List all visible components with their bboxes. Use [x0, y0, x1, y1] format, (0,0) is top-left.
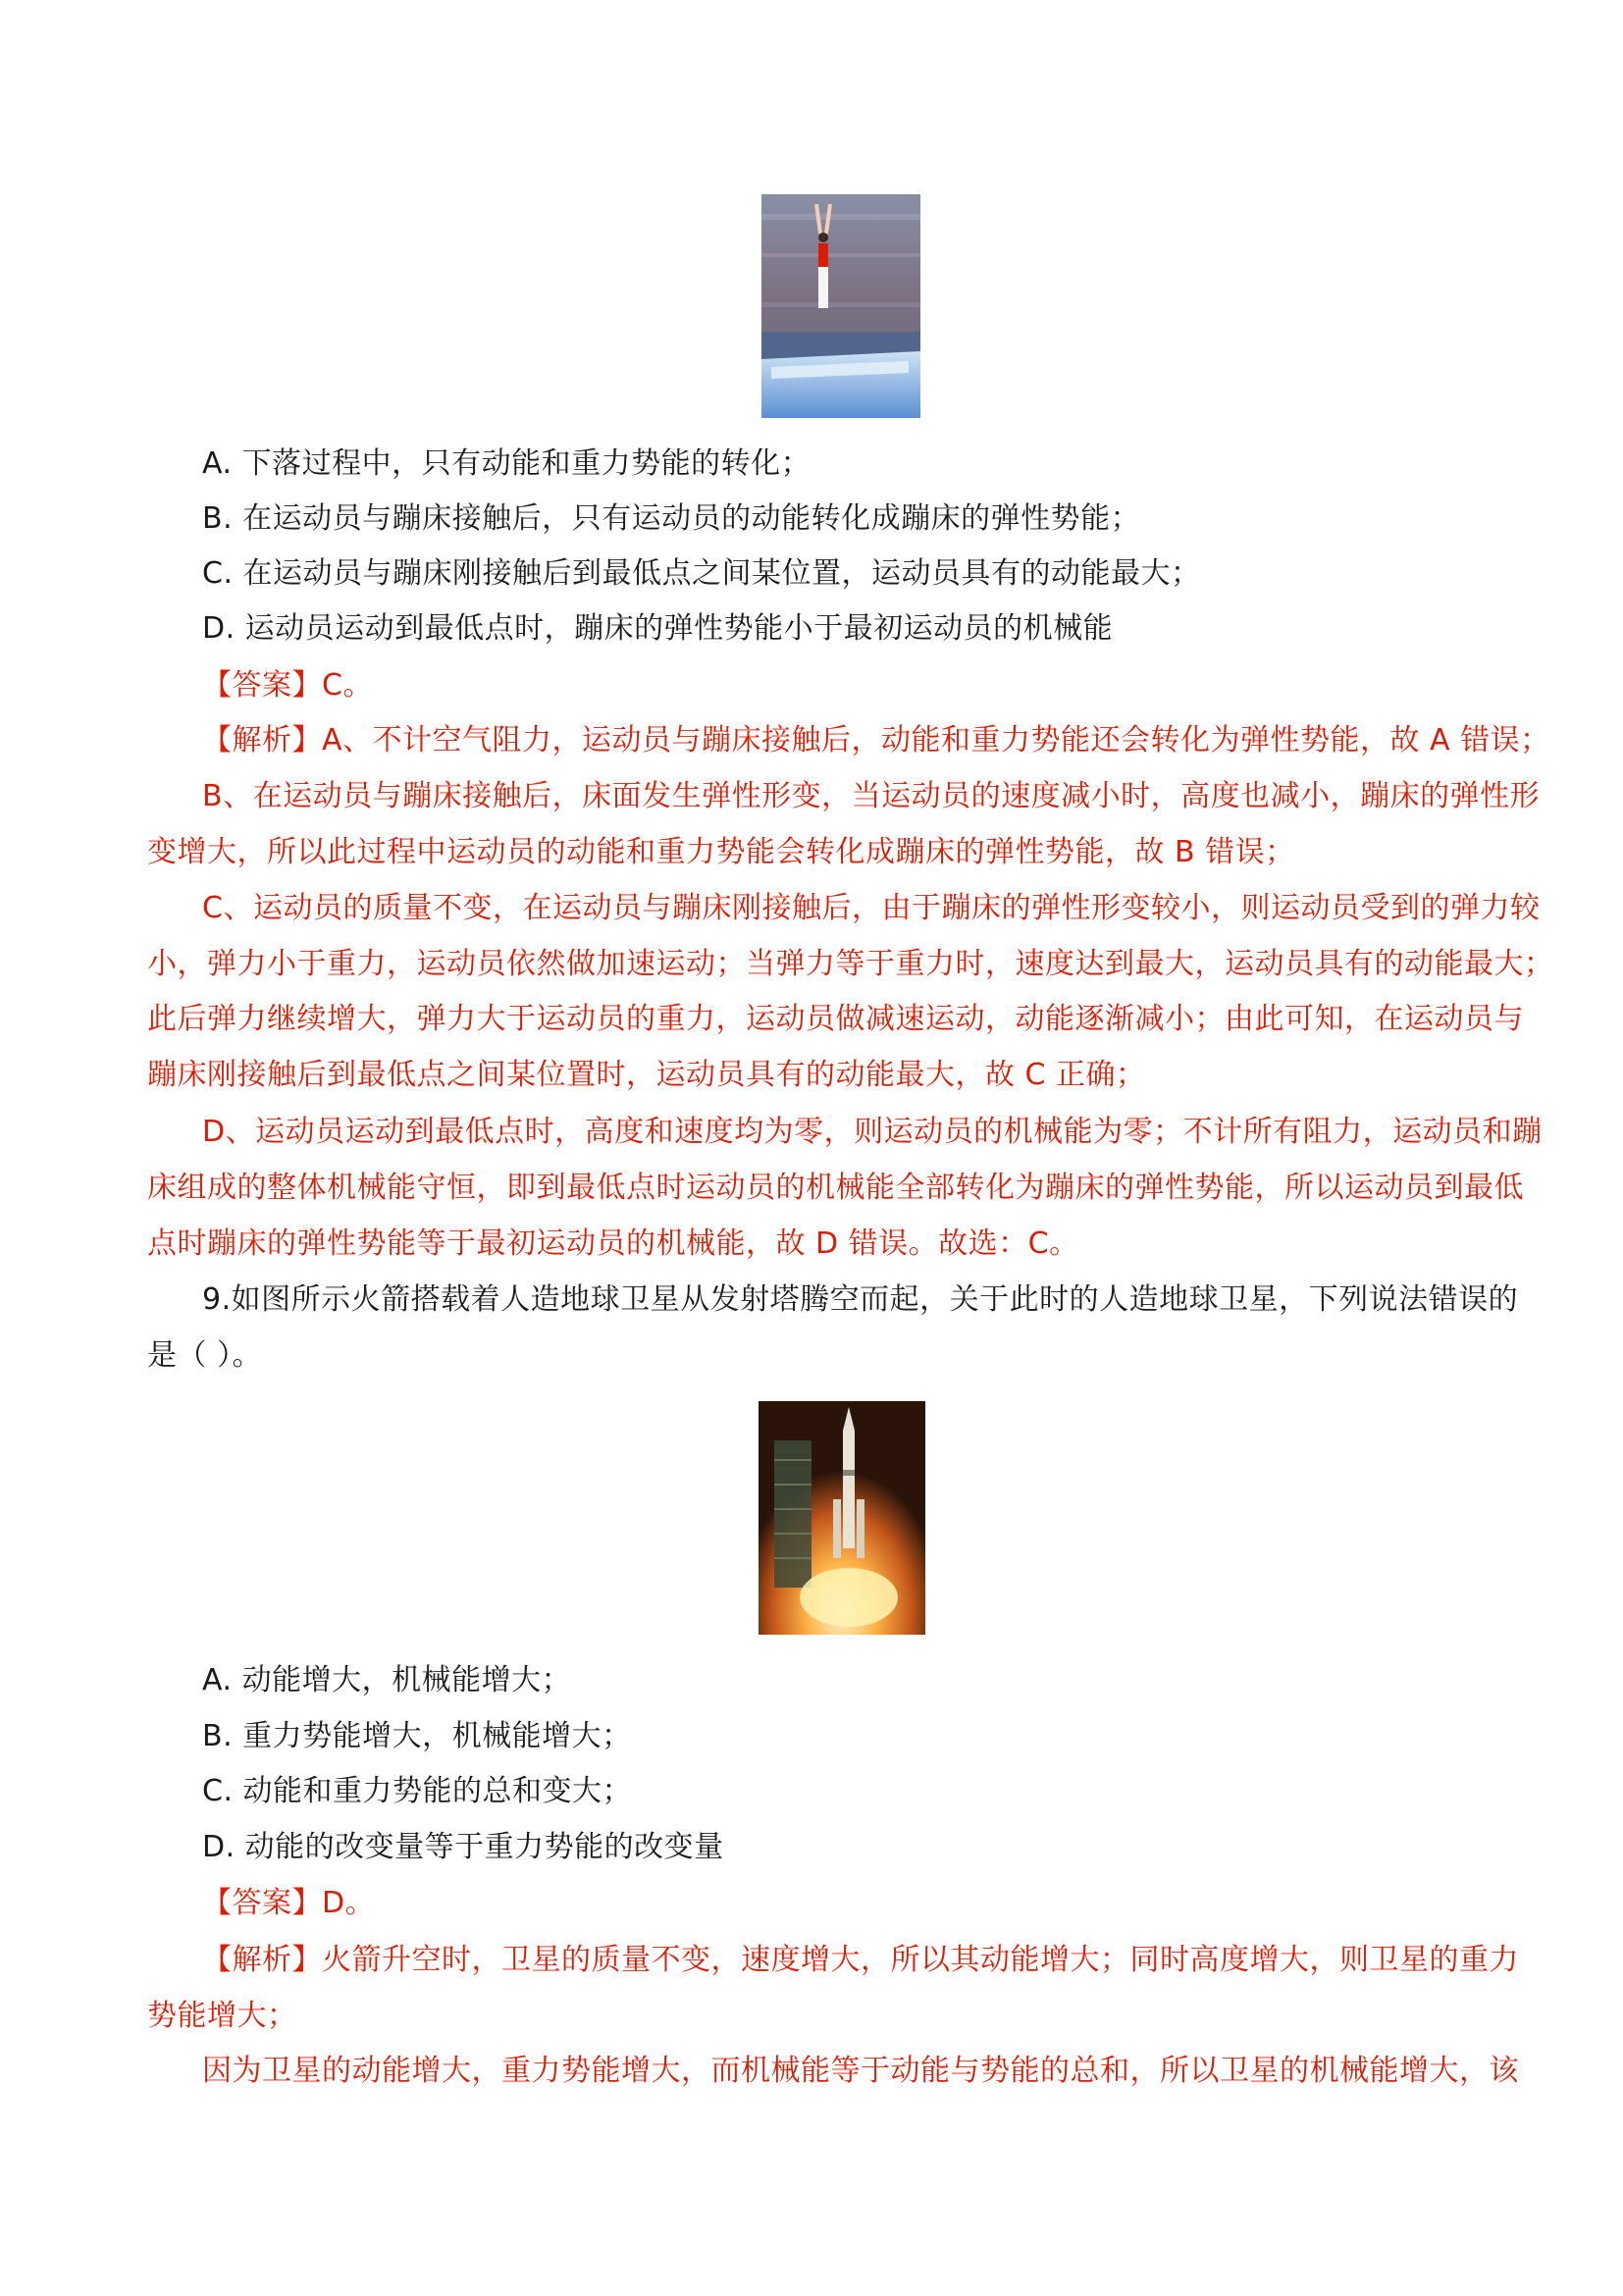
q8-analysis-line: C、运动员的质量不变，在运动员与蹦床刚接触后，由于蹦床的弹性形变较小，则运动员受到的弹力较 — [202, 891, 1541, 925]
q8-analysis-line: 【解析】A、不计空气阻力，运动员与蹦床接触后，动能和重力势能还会转化为弹性势能，故 A 错误； — [202, 723, 1550, 757]
q9-analysis-line: 势能增大； — [147, 1999, 297, 2033]
q8-analysis-line: 床组成的整体机械能守恒，即到最低点时运动员的机械能全部转化为蹦床的弹性势能，所以运动员到最低 — [147, 1171, 1524, 1205]
q9-option-c: C. 动能和重力势能的总和变大； — [202, 1774, 633, 1808]
q9-question: 9.如图所示火箭搭载着人造地球卫星从发射塔腾空而起，关于此时的人造地球卫星，下列说法错误的 — [202, 1282, 1519, 1317]
trampoline-photo — [761, 194, 920, 418]
q8-analysis-line: 此后弹力继续增大，弹力大于运动员的重力，运动员做减速运动，动能逐渐减小；由此可知，在运动员与 — [147, 1002, 1524, 1036]
q8-analysis-line: 小，弹力小于重力，运动员依然做加速运动；当弹力等于重力时，速度达到最大，运动员具有的动能最大； — [147, 947, 1554, 981]
q8-analysis-line: B、在运动员与蹦床接触后，床面发生弹性形变，当运动员的速度减小时，高度也减小，蹦床的弹性形 — [202, 779, 1541, 813]
q9-option-a: A. 动能增大，机械能增大； — [202, 1663, 572, 1697]
q9-question: 是（ ）。 — [147, 1338, 263, 1373]
q9-answer: 【答案】D。 — [202, 1886, 376, 1920]
q9-option-b: B. 重力势能增大，机械能增大； — [202, 1719, 632, 1753]
q8-option-a: A. 下落过程中，只有动能和重力势能的转化； — [202, 446, 812, 481]
q8-option-c: C. 在运动员与蹦床刚接触后到最低点之间某位置，运动员具有的动能最大； — [202, 556, 1201, 591]
q9-analysis-line: 【解析】火箭升空时，卫星的质量不变，速度增大，所以其动能增大；同时高度增大，则卫星的重力 — [202, 1943, 1519, 1977]
q8-analysis-line: 点时蹦床的弹性势能等于最初运动员的机械能，故 D 错误。故选：C。 — [147, 1226, 1079, 1261]
q8-analysis-line: 变增大，所以此过程中运动员的动能和重力势能会转化成蹦床的弹性势能，故 B 错误； — [147, 835, 1295, 869]
q8-answer: 【答案】C。 — [202, 668, 373, 703]
rocket-launch-photo — [759, 1401, 925, 1635]
q8-option-b: B. 在运动员与蹦床接触后，只有运动员的动能转化成蹦床的弹性势能； — [202, 501, 1141, 536]
q8-option-d: D. 运动员运动到最低点时，蹦床的弹性势能小于最初运动员的机械能 — [202, 611, 1114, 646]
q9-analysis-line: 因为卫星的动能增大，重力势能增大，而机械能等于动能与势能的总和，所以卫星的机械能增大，该 — [202, 2054, 1519, 2088]
q8-analysis-line: D、运动员运动到最低点时，高度和速度均为零，则运动员的机械能为零；不计所有阻力，运动员和蹦 — [202, 1115, 1543, 1149]
q9-option-d: D. 动能的改变量等于重力势能的改变量 — [202, 1830, 724, 1864]
q8-analysis-line: 蹦床刚接触后到最低点之间某位置时，运动员具有的动能最大，故 C 正确； — [147, 1058, 1146, 1092]
